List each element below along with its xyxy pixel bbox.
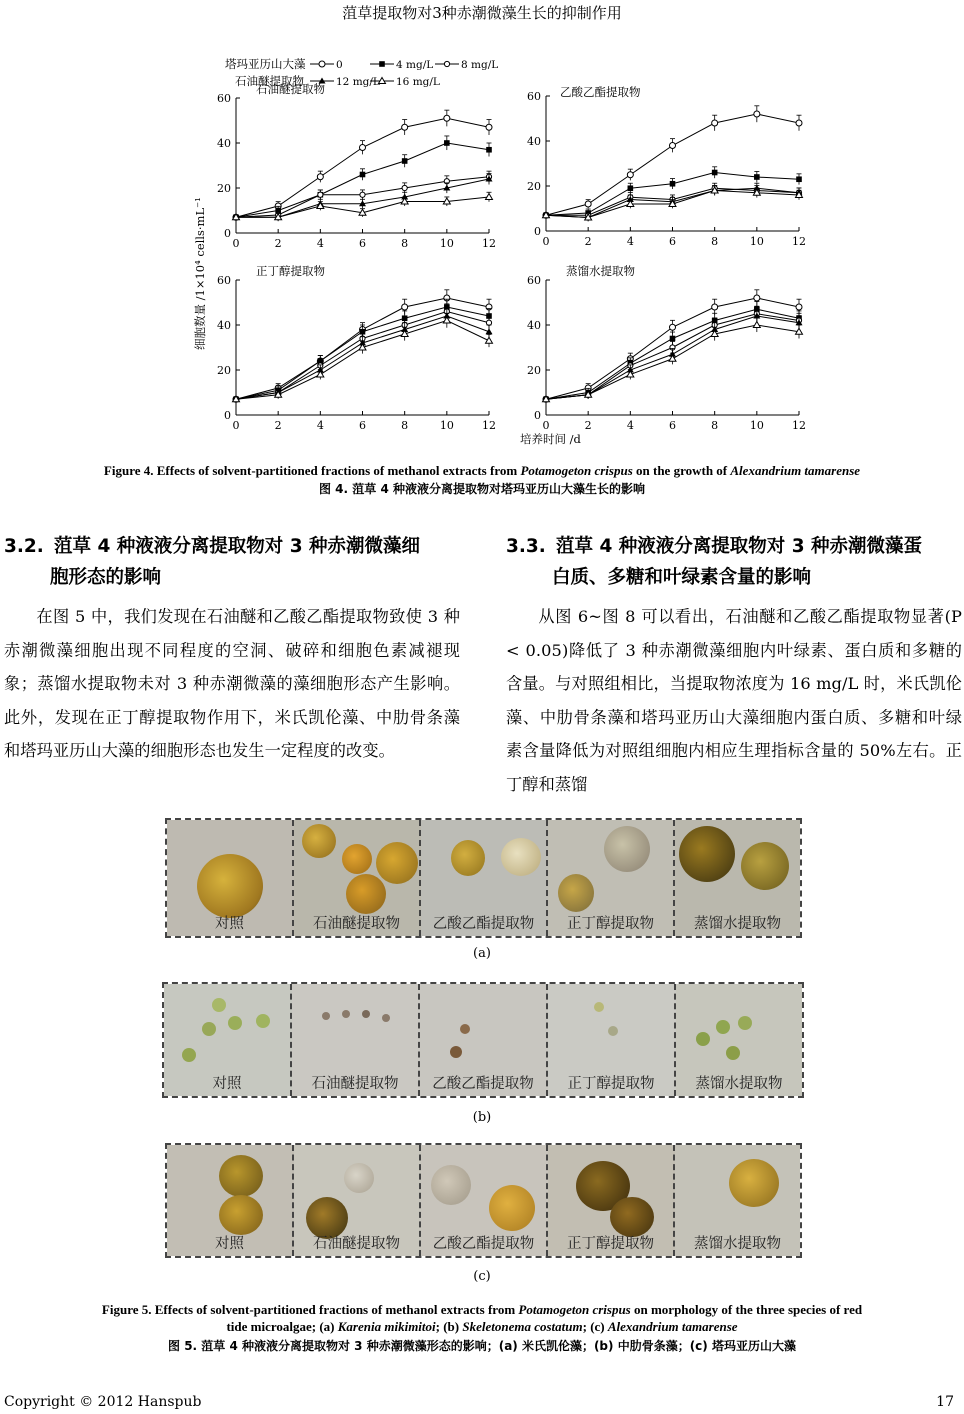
panel-label: 对照 (215, 1236, 244, 1252)
x-tick-label: 10 (749, 235, 764, 248)
cell-image (679, 826, 735, 882)
x-tick-label: 12 (792, 235, 806, 248)
marker-open-circle (486, 124, 492, 130)
chart-panel (217, 264, 496, 432)
panel-c-distilled-water (675, 1145, 800, 1256)
y-tick-label: 40 (217, 137, 231, 150)
cell-image (219, 1155, 263, 1197)
panel-b-petroleum-ether (292, 984, 420, 1096)
marker-open-circle (627, 172, 633, 178)
panel-label: 乙酸乙酯提取物 (432, 1236, 535, 1252)
cell-image (362, 1010, 370, 1018)
x-tick-label: 4 (626, 235, 634, 248)
chart-panel (527, 85, 806, 248)
panel-b-ethyl-acetate (420, 984, 548, 1096)
section-3-3-body: 从图 6~图 8 可以看出，石油醚和乙酸乙酯提取物显著(P < 0.05)降低了 3 种赤潮微藻细胞内叶绿素、蛋白质和多糖的含量。与对照组相比，当提取物浓度为 16 mg/L 时，米氏凯伦藻、中肋骨条藻和塔玛亚历山大藻细胞内蛋白质、多糖和叶绿素含量降低为对照组细胞内相应生理指标含量的 50%左右。正丁醇和蒸馏 (506, 607, 962, 794)
marker-open-circle (402, 304, 408, 310)
marker-filled-square (712, 170, 718, 176)
marker-open-circle (402, 185, 407, 190)
y-tick-label: 60 (217, 92, 231, 105)
y-tick-label: 0 (224, 409, 231, 422)
panel-label: 蒸馏水提取物 (694, 1236, 781, 1252)
marker-open-triangle (486, 194, 493, 200)
legend-label: 16 mg/L (396, 76, 440, 88)
x-tick-label: 12 (792, 419, 806, 432)
x-tick-label: 10 (439, 237, 454, 250)
marker-filled-square (670, 336, 676, 342)
x-tick-label: 2 (584, 419, 592, 432)
x-axis-label: 培养时间 /d (520, 432, 581, 446)
marker-open-circle (670, 324, 676, 330)
panel-label: 对照 (215, 916, 244, 932)
cell-image (489, 1185, 535, 1231)
x-tick-label: 12 (482, 237, 496, 250)
cell-image (610, 1197, 654, 1237)
marker-open-circle (444, 115, 450, 121)
x-tick-label: 6 (359, 237, 366, 250)
legend-title-extract: 石油醚提取物 (235, 74, 304, 88)
x-tick-label: 6 (359, 419, 366, 432)
panel-label: 正丁醇提取物 (567, 1076, 655, 1092)
y-tick-label: 20 (217, 182, 231, 195)
cell-image (342, 844, 372, 874)
panel-c-ethyl-acetate (421, 1145, 548, 1256)
chart-title: 石油醚提取物 (256, 82, 325, 96)
panel-c-petroleum-ether (294, 1145, 421, 1256)
section-3-3-heading: 3.3. 菹草 4 种液液分离提取物对 3 种赤潮微藻蛋 白质、多糖和叶绿素含量的影响 (506, 536, 923, 588)
figure-5a-strip (165, 818, 802, 938)
cell-image (344, 1163, 374, 1193)
marker-open-circle (796, 304, 802, 310)
cell-image (460, 1024, 470, 1034)
panel-a-n-butanol (548, 820, 675, 936)
legend-label: 8 mg/L (461, 59, 499, 71)
cell-image (228, 1016, 242, 1030)
y-tick-label: 60 (217, 274, 231, 287)
panel-a-control (167, 820, 294, 936)
cell-image (342, 1010, 350, 1018)
cell-image (376, 842, 418, 884)
y-tick-label: 60 (527, 90, 541, 103)
cell-image (741, 842, 789, 890)
section-3-2-body: 在图 5 中，我们发现在石油醚和乙酸乙酯提取物致使 3 种赤潮微藻细胞出现不同程度的空洞、破碎和细胞色素减褪现象；蒸馏水提取物未对 3 种赤潮微藻的藻细胞形态产生影响。此外，发现在正丁醇提取物作用下，米氏凯伦藻、中肋骨条藻和塔玛亚历山大藻的细胞形态也发生一定程度的改变。 (4, 607, 460, 760)
x-tick-label: 10 (439, 419, 454, 432)
cell-image (302, 824, 336, 858)
chart-panel (217, 82, 496, 250)
cell-image (608, 1026, 618, 1036)
chart-title: 乙酸乙酯提取物 (560, 85, 641, 99)
panel-label: 乙酸乙酯提取物 (432, 1076, 534, 1092)
figure-4-caption-en: Figure 4. Effects of solvent-partitioned fractions of methanol extracts from Potamogeton crispus on the growth of Alexandrium tamarense (103, 463, 861, 478)
figure-5-caption-cn: 图 5. 菹草 4 种液液分离提取物对 3 种赤潮微藻形态的影响；(a) 米氏凯伦藻；(b) 中肋骨条藻；(c) 塔玛亚历山大藻 (168, 1339, 796, 1353)
cell-image (382, 1014, 390, 1022)
y-tick-label: 40 (217, 319, 231, 332)
x-tick-label: 4 (626, 419, 634, 432)
data-series (543, 167, 802, 218)
marker-filled-square (670, 181, 676, 187)
cell-image (729, 1159, 779, 1207)
figure-5b-label: (b) (472, 1110, 492, 1125)
marker-open-circle (670, 143, 676, 149)
marker-open-triangle (486, 337, 493, 343)
x-tick-label: 6 (669, 419, 676, 432)
cell-image (219, 1195, 263, 1235)
figure-5b-strip (162, 982, 804, 1098)
marker-open-circle (317, 174, 323, 180)
x-tick-label: 2 (584, 235, 592, 248)
legend-label: 0 (336, 59, 343, 71)
page-number: 17 (936, 1394, 954, 1410)
marker-open-circle (318, 192, 323, 197)
x-tick-label: 8 (401, 237, 409, 250)
marker-filled-square (444, 140, 450, 146)
figure-5-caption-en-line1: Figure 5. Effects of solvent-partitioned fractions of methanol extracts from Potamogeton crispus on morphology of the three species of red (101, 1302, 863, 1317)
marker-open-circle (444, 61, 449, 66)
x-tick-label: 0 (232, 237, 240, 250)
cell-image (558, 874, 594, 912)
cell-image (604, 826, 650, 872)
cell-image (212, 998, 226, 1012)
cell-image (501, 838, 541, 876)
panel-label: 乙酸乙酯提取物 (432, 916, 535, 932)
marker-open-circle (360, 192, 365, 197)
x-tick-label: 4 (316, 237, 324, 250)
marker-open-circle (712, 120, 718, 126)
marker-open-circle (796, 120, 802, 126)
panel-label: 石油醚提取物 (311, 1076, 399, 1092)
marker-filled-square (360, 172, 366, 178)
figure-5a-label: (a) (473, 946, 491, 961)
x-tick-label: 8 (711, 235, 719, 248)
cell-image (451, 840, 485, 876)
cell-image (197, 854, 263, 918)
y-tick-label: 0 (224, 227, 231, 240)
x-tick-label: 12 (482, 419, 496, 432)
panel-c-control (167, 1145, 294, 1256)
panel-label: 蒸馏水提取物 (695, 1076, 783, 1092)
x-tick-label: 0 (542, 235, 550, 248)
panel-a-petroleum-ether (294, 820, 421, 936)
copyright-footer: Copyright © 2012 Hanspub (4, 1394, 202, 1410)
panel-c-n-butanol (548, 1145, 675, 1256)
marker-filled-square (628, 185, 634, 191)
marker-open-circle (754, 111, 760, 117)
cell-image (322, 1012, 330, 1020)
cell-image (738, 1016, 752, 1030)
panel-label: 石油醚提取物 (313, 1236, 400, 1252)
cell-image (726, 1046, 740, 1060)
panel-a-ethyl-acetate (421, 820, 548, 936)
x-tick-label: 10 (749, 419, 764, 432)
marker-open-circle (754, 295, 760, 301)
x-tick-label: 8 (401, 419, 409, 432)
marker-filled-square (402, 158, 408, 164)
legend-title-species: 塔玛亚历山大藻 (225, 57, 306, 71)
y-tick-label: 20 (527, 180, 541, 193)
y-tick-label: 40 (527, 135, 541, 148)
cell-image (346, 874, 386, 914)
y-tick-label: 60 (527, 274, 541, 287)
y-tick-label: 20 (217, 364, 231, 377)
x-tick-label: 6 (669, 235, 676, 248)
marker-open-circle (585, 201, 591, 207)
marker-open-circle (319, 61, 325, 67)
cell-image (716, 1020, 730, 1034)
x-tick-label: 0 (232, 419, 240, 432)
panel-label: 蒸馏水提取物 (694, 916, 781, 932)
figure-5c-strip (165, 1143, 802, 1258)
panel-b-control (164, 984, 292, 1096)
marker-open-circle (402, 124, 408, 130)
cell-image (594, 1002, 604, 1012)
y-tick-label: 40 (527, 319, 541, 332)
panel-b-n-butanol (548, 984, 676, 1096)
cell-image (256, 1014, 270, 1028)
y-tick-label: 0 (534, 225, 541, 238)
cell-image (182, 1048, 196, 1062)
marker-open-triangle (753, 322, 760, 328)
marker-open-circle (712, 304, 718, 310)
chart-title: 正丁醇提取物 (256, 264, 325, 278)
marker-filled-square (379, 61, 385, 67)
panel-a-distilled-water (675, 820, 800, 936)
panel-label: 对照 (212, 1076, 242, 1092)
marker-filled-square (486, 147, 492, 153)
x-tick-label: 0 (542, 419, 550, 432)
cell-image (202, 1022, 216, 1036)
y-tick-label: 20 (527, 364, 541, 377)
legend-label: 12 mg/L (336, 76, 380, 88)
x-tick-label: 2 (274, 419, 282, 432)
cell-image (696, 1032, 710, 1046)
marker-filled-square (754, 174, 760, 180)
figure-5-caption-en-line2: tide microalgae; (a) Karenia mikimitoi; (b) Skeletonema costatum; (c) Alexandrium tamarense (226, 1319, 738, 1334)
marker-open-circle (360, 145, 366, 151)
chart-title: 蒸馏水提取物 (566, 264, 635, 278)
panel-label: 正丁醇提取物 (567, 916, 654, 932)
legend-label: 4 mg/L (396, 59, 434, 71)
running-header: 菹草提取物对3种赤潮微藻生长的抑制作用 (342, 4, 622, 22)
x-tick-label: 4 (316, 419, 324, 432)
y-axis-label: 细胞数量 /1×10⁴ cells·mL⁻¹ (193, 197, 207, 350)
x-tick-label: 2 (274, 237, 282, 250)
panel-label: 正丁醇提取物 (567, 1236, 654, 1252)
cell-image (431, 1165, 471, 1205)
panel-label: 石油醚提取物 (313, 916, 400, 932)
cell-image (450, 1046, 462, 1058)
x-tick-label: 8 (711, 419, 719, 432)
figure-4-growth-charts (180, 50, 820, 450)
figure-4-caption-cn: 图 4. 菹草 4 种液液分离提取物对塔玛亚历山大藻生长的影响 (319, 482, 645, 496)
marker-filled-square (796, 176, 802, 182)
figure-5c-label: (c) (473, 1269, 491, 1284)
panel-b-distilled-water (676, 984, 802, 1096)
marker-open-circle (486, 320, 491, 325)
y-tick-label: 0 (534, 409, 541, 422)
chart-panel (527, 264, 806, 432)
section-3-2-heading: 3.2. 菹草 4 种液液分离提取物对 3 种赤潮微藻细 胞形态的影响 (4, 536, 421, 588)
